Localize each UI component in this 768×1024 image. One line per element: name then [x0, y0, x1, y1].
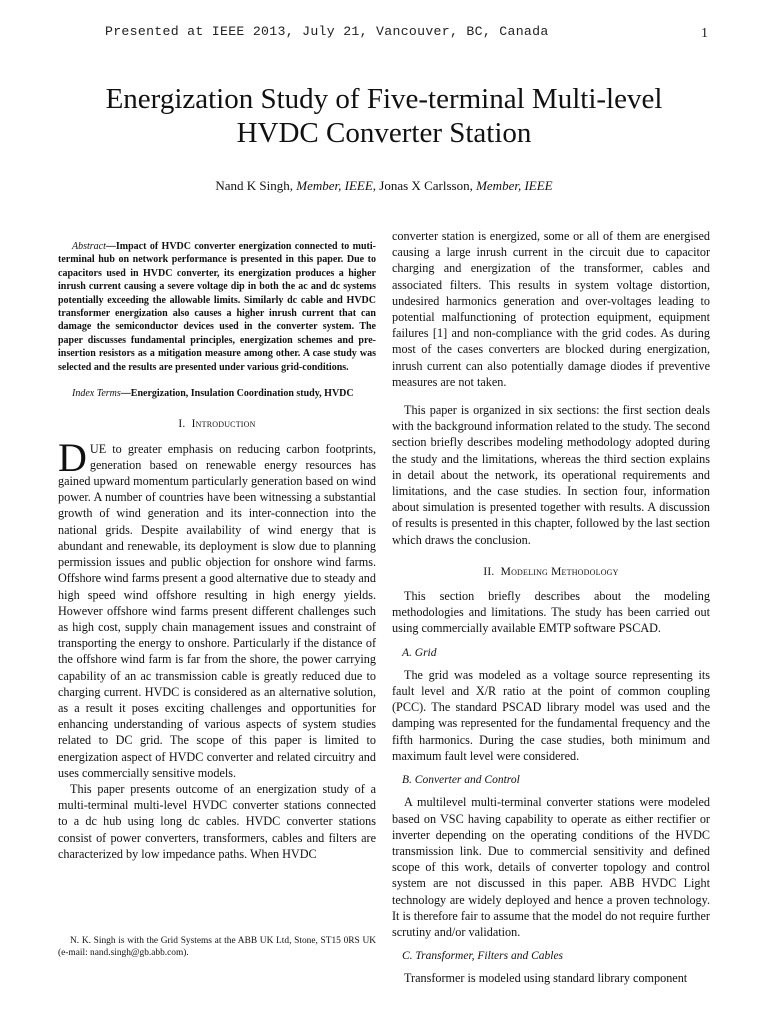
author-1: Nand K Singh, — [215, 178, 294, 193]
transformer-paragraph: Transformer is modeled using standard library component — [404, 971, 688, 986]
author-2: Jonas X Carlsson, — [379, 178, 473, 193]
section-heading-introduction — [58, 416, 376, 432]
intro-paragraph-3: converter station is energized, some or all of them are energised causing a large inrush current in the circuit due to capacitor charging and energization of the transformer, cables and associated filters. This results in system voltage distortion, undesired harmonics generation and over-voltages leading to potential malfunctioning of protection equipment, equipment failures [1] and non-compliance with the grid codes. As during most of the cases converters are blocked during energization, inrush current can also potentially damage diodes if preventive measures are not taken. — [392, 229, 710, 389]
abstract — [58, 240, 376, 374]
intro-paragraph-1 — [58, 434, 376, 781]
left-column — [58, 240, 376, 862]
abstract-lead: Abstract — [72, 241, 106, 252]
author-list — [40, 178, 728, 194]
grid-paragraph: The grid was modeled as a voltage source representing its fault level and X/R ratio at the point of common coupling (PCC). The standard PSCAD library model was used and the damping was represented for the fundamental frequency and the fifth harmonics. During the case studies, both minimum and maximum fault level were considered. — [392, 667, 710, 763]
abstract-text: —Impact of HVDC converter energization connected to muti-terminal hub on network performance is presented in this paper. Due to capacitors used in HVDC converter, its energization produces a higher inrush current causing a severe voltage dip in both the ac and dc systems potentially exceeding the allowable limits. Similarly dc cable and HVDC transformer energization also causes a higher inrush current that can damage the semiconductor devices used in the converter system. The paper discusses fundamental principles, energization schemes and pre-insertion resistors as a mitigation measure among other. A case study was selected and the results are presented under various grid-conditions. — [58, 241, 376, 373]
intro-paragraph-2: This paper presents outcome of an energization study of a multi-terminal multi-level HVDC converter stations connected to a dc hub using long dc cables. HVDC converter stations consist of power converters, transformers, cables and filters are characterized by low impedance paths. When HVDC — [58, 781, 376, 861]
author-footnote: N. K. Singh is with the Grid Systems at the ABB UK Ltd, Stone, ST15 0RS UK (e-mail: nand.singh@gb.abb.com). — [58, 936, 376, 958]
section-title: Introduction — [191, 418, 256, 431]
title-line-2: HVDC Converter Station — [236, 117, 532, 149]
subsection-heading-converter: B. Converter and Control — [402, 774, 520, 787]
intro-paragraph-4: This paper is organized in six sections: the first section deals with the background information related to the study. The second section briefly describes modeling methodology adopted during the study and the limitations, whereas the third section explains in detail about the network, its operational requirements and limitations, and the case studies. In section four, information about simulation is presented together with results. A discussion of results is presented in this chapter, followed by the last section which draws the conclusion. — [392, 403, 710, 547]
intro-paragraph-1-text: UE to greater emphasis on reducing carbon footprints, generation based on renewable energy resources has gained upward momentum particularly generation based on wind power. A number of countries have been witnessing a substantial growth of wind generation and its inter-connection into the national grids. Despite availability of wind energy that is abundant and renewable, its deployment is slow due to planning permission issues and public objection for onshore wind farms. Offshore wind farms present a good alternative due to steady and high speed wind offshore resulting in high energy yields. However offshore wind farms present different challenges such as high cost, supply chain management issues and constraint of transporting the energy to onshore. Particularly if the distance of the offshore wind farm is far from the shore, the power carrying capability of an ac transmission cable is greatly reduced due to charging current. HVDC is considered as an alternative solution, as a result it poses exciting challenges and opportunities for enhancing understanding of various aspects of system studies related to DC grid. The scope of this paper is limited to energization aspect of HVDC converter and related circuitry and uses commercially sensitive models. — [58, 441, 376, 780]
subsection-heading-grid: A. Grid — [402, 646, 437, 659]
converter-paragraph: A multilevel multi-terminal converter stations were modeled based on VSC having capability to operate as either rectifier or inverter depending on the operating conditions of the HVDC transmission link. Due to commercial sensitivity and defined scope of this work, details of converter topology and control system are not discussed in this paper. ABB HVDC Light technology are widely deployed and hence a proven technology. It is therefore fair to assume that the model do not require further scrutiny and/or validation. — [392, 795, 710, 939]
subsection-heading-transformer: C. Transformer, Filters and Cables — [402, 950, 564, 963]
index-terms-lead: Index Terms — [72, 388, 121, 400]
paper-title — [40, 82, 728, 150]
author-2-role: Member, IEEE — [476, 178, 553, 193]
section-number: II. — [483, 565, 495, 578]
modeling-paragraph: This section briefly describes about the modeling methodologies and limitations. The study has been carried out using commercially available EMTP software PSCAD. — [392, 589, 710, 636]
author-separator: , — [372, 178, 377, 193]
index-terms — [58, 387, 376, 400]
running-head: Presented at IEEE 2013, July 21, Vancouver, BC, Canada — [105, 24, 549, 39]
section-number: I. — [178, 418, 186, 431]
index-terms-text: —Energization, Insulation Coordination study, HVDC — [120, 388, 354, 400]
author-1-role: Member, IEEE — [296, 178, 373, 193]
drop-cap: D — [58, 434, 87, 480]
page-number: 1 — [701, 26, 708, 41]
title-line-1: Energization Study of Five-terminal Multi-level — [105, 83, 663, 115]
section-heading-modeling — [392, 564, 710, 580]
right-column — [392, 228, 710, 987]
section-title: Modeling Methodology — [500, 565, 619, 578]
